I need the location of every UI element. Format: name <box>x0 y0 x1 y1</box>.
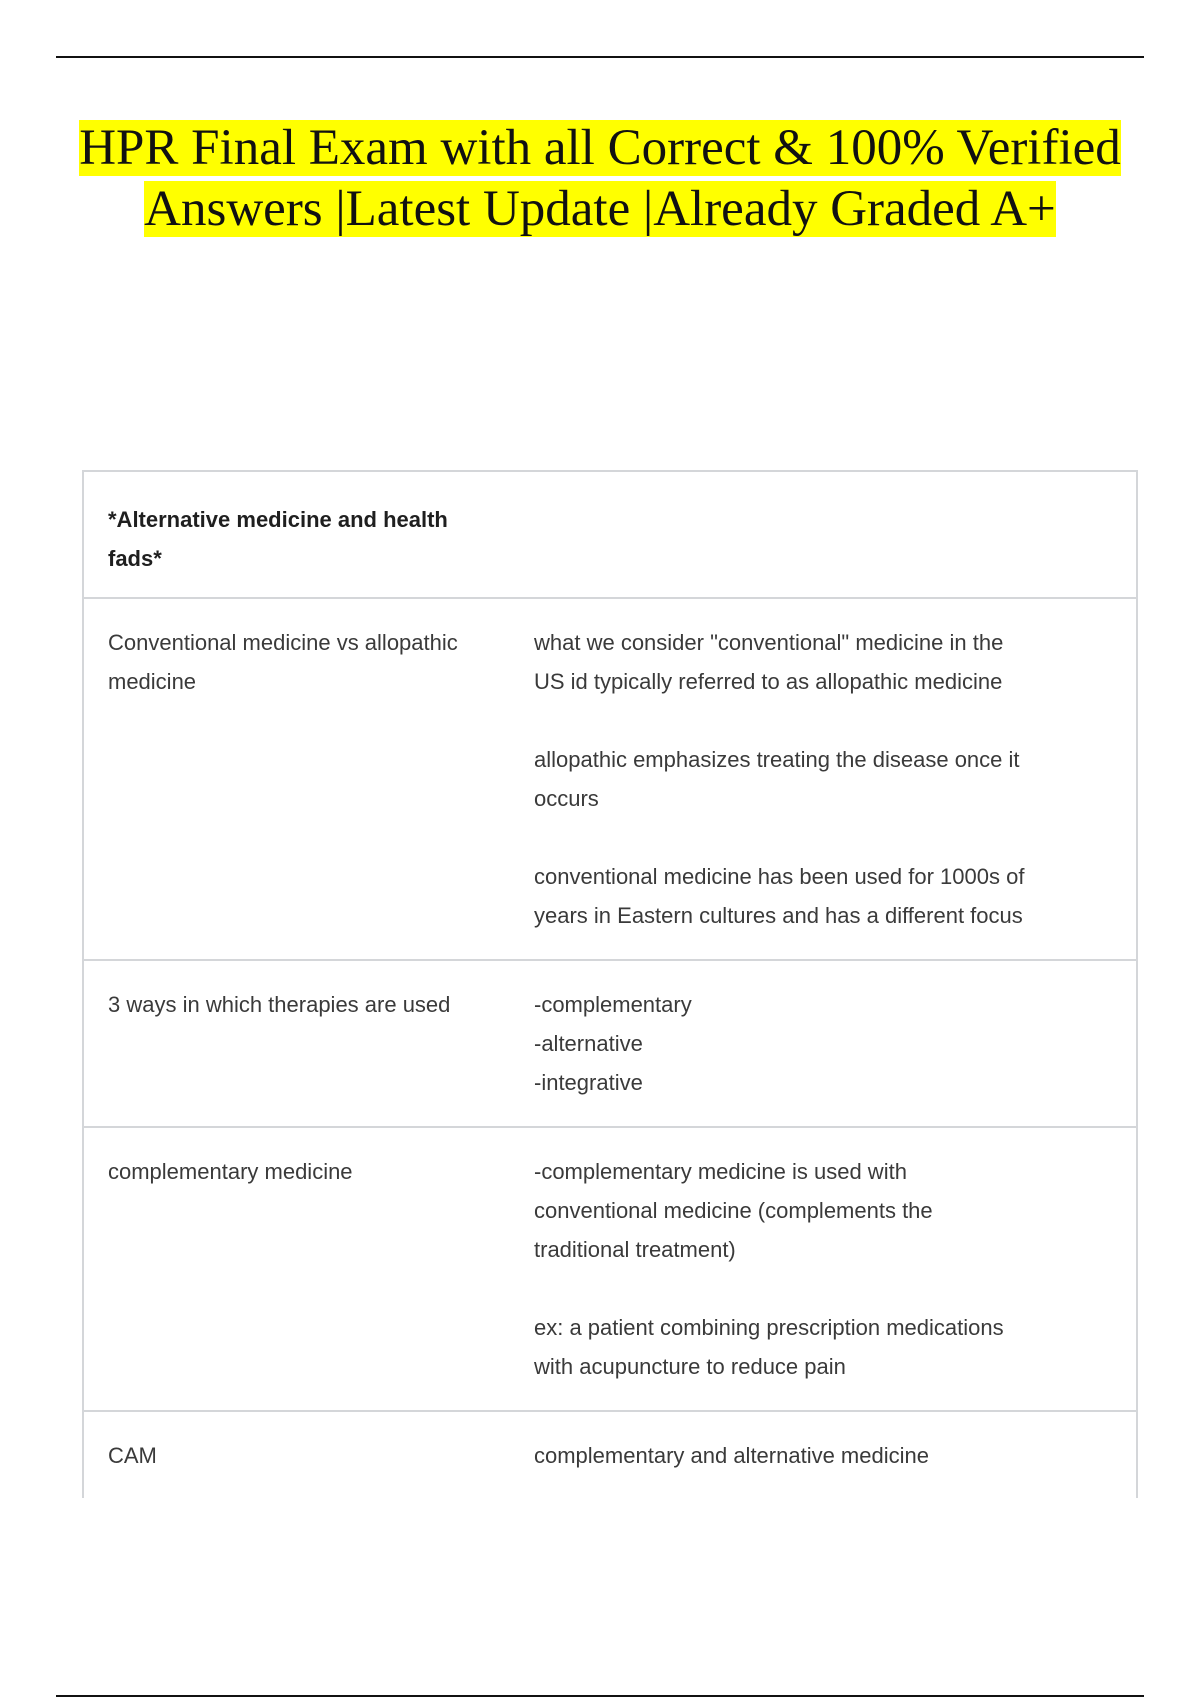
title-line-2: Answers |Latest Update |Already Graded A+ <box>144 181 1056 237</box>
definition-line: conventional medicine (complements the <box>534 1198 933 1223</box>
bottom-rule <box>56 1695 1144 1697</box>
definition-line: what we consider "conventional" medicine in the <box>534 630 1004 655</box>
definition-line: -alternative <box>534 1031 643 1056</box>
table-row <box>84 1412 1136 1498</box>
definition-line: -complementary <box>534 992 692 1017</box>
table-row <box>84 961 1136 1128</box>
definition-line: allopathic emphasizes treating the disease once it <box>534 747 1020 772</box>
definition-line: -complementary medicine is used with <box>534 1159 907 1184</box>
section-heading <box>84 472 534 597</box>
section-heading-line-1: *Alternative medicine and health <box>108 507 448 532</box>
definition-paragraph <box>534 1152 1094 1269</box>
card-definition <box>534 599 1094 959</box>
section-heading-line-2: fads* <box>108 546 162 571</box>
definition-line: traditional treatment) <box>534 1237 736 1262</box>
flashcard-table <box>82 470 1138 1498</box>
definition-line: complementary and alternative medicine <box>534 1443 929 1468</box>
definition-line: with acupuncture to reduce pain <box>534 1354 846 1379</box>
top-rule <box>56 56 1144 58</box>
definition-paragraph <box>534 1308 1094 1386</box>
definition-line: years in Eastern cultures and has a different focus <box>534 903 1023 928</box>
section-header-row <box>84 472 1136 599</box>
definition-paragraph <box>534 740 1094 818</box>
term-line: CAM <box>108 1443 157 1468</box>
term-line: medicine <box>108 669 197 694</box>
card-term <box>84 961 534 1126</box>
term-line: 3 ways in which therapies are used <box>108 992 451 1017</box>
table-row <box>84 599 1136 961</box>
card-term <box>84 1412 534 1498</box>
card-term <box>84 1128 534 1410</box>
definition-line: ex: a patient combining prescription medications <box>534 1315 1004 1340</box>
card-definition <box>534 961 1094 1126</box>
section-heading-empty-cell <box>534 472 1094 597</box>
document-title <box>56 118 1144 240</box>
definition-paragraph <box>534 857 1094 935</box>
definition-line: -integrative <box>534 1070 643 1095</box>
table-row <box>84 1128 1136 1412</box>
definition-line: occurs <box>534 786 599 811</box>
card-term <box>84 599 534 959</box>
definition-line: US id typically referred to as allopathic medicine <box>534 669 1003 694</box>
term-line: Conventional medicine vs allopathic <box>108 630 458 655</box>
term-line: complementary medicine <box>108 1159 353 1184</box>
card-definition <box>534 1412 1094 1498</box>
definition-line: conventional medicine has been used for 1000s of <box>534 864 1025 889</box>
definition-paragraph <box>534 623 1094 701</box>
card-definition <box>534 1128 1094 1410</box>
title-line-1: HPR Final Exam with all Correct & 100% Verified <box>79 120 1121 176</box>
